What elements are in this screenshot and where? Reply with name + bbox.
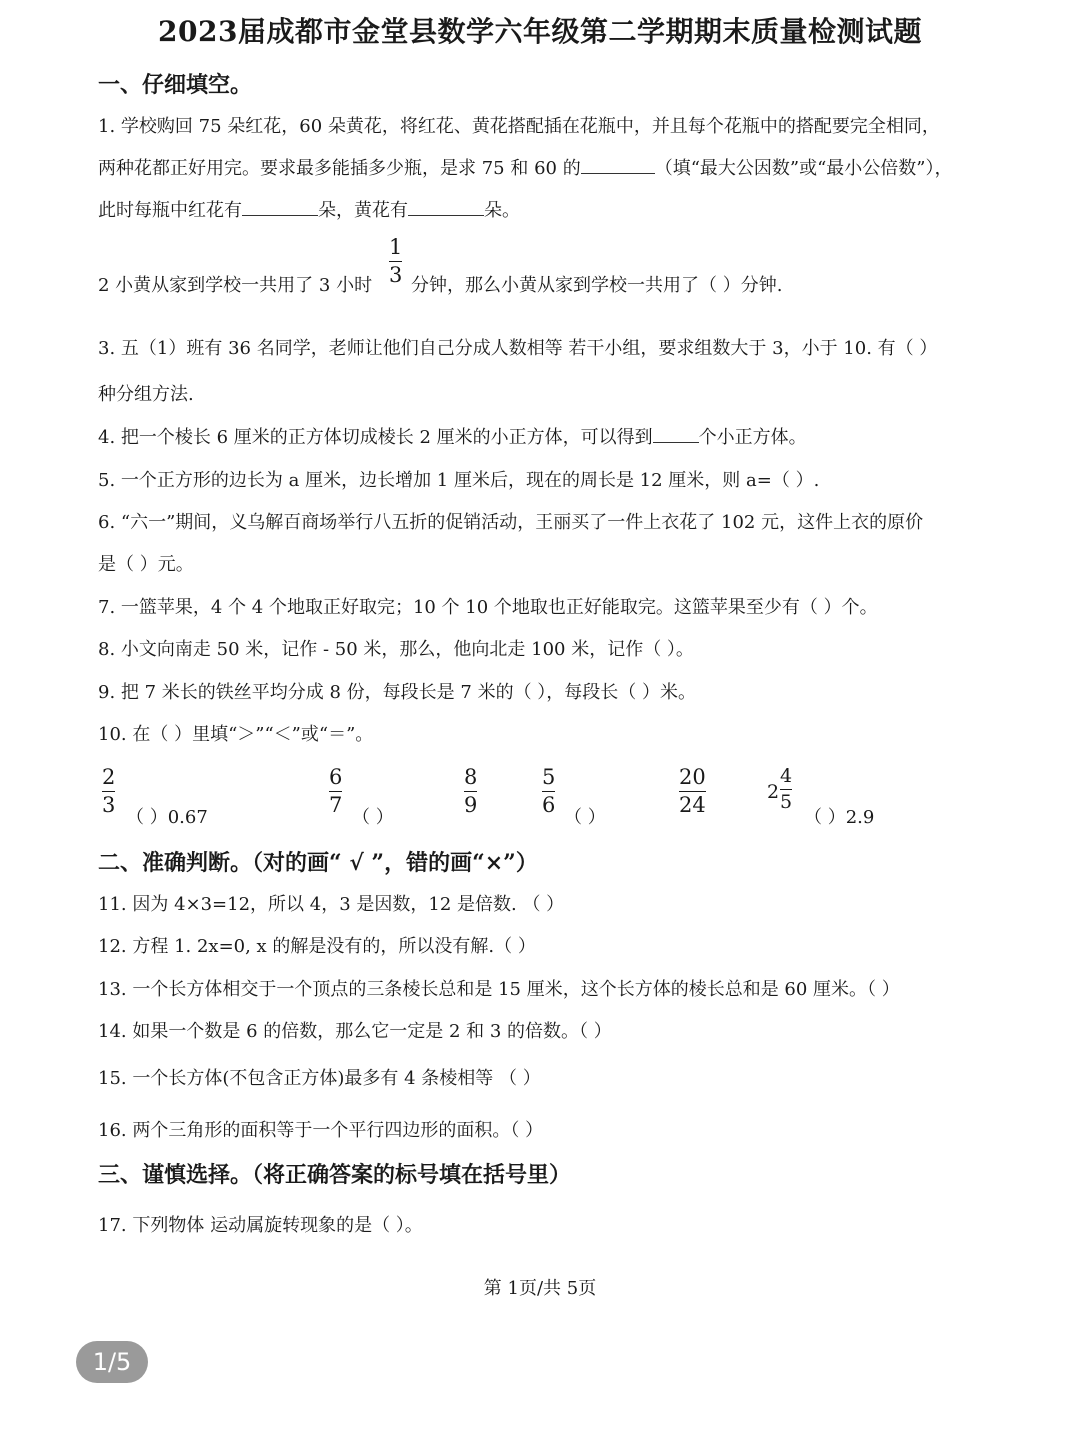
fraction-bar	[679, 791, 706, 792]
question-3-line-2: 种分组方法.	[98, 384, 194, 405]
compare-blank-3[interactable]: （ ）	[564, 807, 606, 828]
answer-blank-1[interactable]	[581, 155, 655, 174]
fraction-numerator: 8	[464, 765, 478, 789]
question-11: 11. 因为 4×3=12，所以 4，3 是因数，12 是倍数. （ ）	[98, 894, 565, 915]
fraction-bar	[542, 791, 555, 792]
fraction-denominator: 24	[679, 793, 706, 817]
mixed-number-fraction	[780, 767, 792, 812]
mixed-number-whole: 2	[767, 781, 780, 803]
compare-blank-1[interactable]: （ ）0.67	[126, 807, 208, 828]
fraction-numerator: 20	[679, 765, 706, 789]
fraction-numerator: 1	[389, 235, 403, 259]
fraction-one-third	[389, 237, 402, 286]
fraction-denominator: 9	[464, 793, 478, 817]
fraction-denominator: 5	[780, 791, 793, 813]
answer-blank-3[interactable]	[408, 197, 484, 216]
question-7: 7. 一篮苹果，4 个 4 个地取正好取完；10 个 10 个地取也正好能取完。这篮苹果至少有（ ）个。	[98, 597, 878, 618]
fraction-6-7	[329, 767, 342, 816]
fraction-numerator: 4	[780, 765, 793, 787]
question-1-line-1: 1. 学校购回 75 朵红花，60 朵黄花，将红花、黄花搭配插在花瓶中，并且每个花瓶中的搭配要完全相同，	[98, 116, 940, 137]
question-5: 5. 一个正方形的边长为 a 厘米，边长增加 1 厘米后，现在的周长是 12 厘米，则 a=（ ）.	[98, 470, 820, 491]
question-1-line-3	[98, 196, 520, 222]
answer-blank-4[interactable]	[653, 424, 699, 443]
question-1-line-2	[98, 154, 953, 180]
question-6-line-1: 6. “六一”期间，义乌解百商场举行八五折的促销活动，王丽买了一件上衣花了 102 元，这件上衣的原价	[98, 512, 924, 533]
question-1-text-d: 朵，黄花有	[318, 200, 408, 221]
question-9: 9. 把 7 米长的铁丝平均分成 8 份，每段长是 7 米的（ ），每段长（ ）米。	[98, 682, 697, 703]
question-14: 14. 如果一个数是 6 的倍数，那么它一定是 2 和 3 的倍数。（ ）	[98, 1021, 612, 1042]
question-4-text-b: 个小正方体。	[698, 427, 807, 448]
question-4	[98, 423, 807, 449]
page-indicator[interactable]: 1/5	[76, 1341, 148, 1383]
question-4-text-a: 4. 把一个棱长 6 厘米的正方体切成棱长 2 厘米的小正方体，可以得到	[98, 427, 653, 448]
question-2-text-a: 2 小黄从家到学校一共用了 3 小时	[98, 275, 373, 296]
question-16: 16. 两个三角形的面积等于一个平行四边形的面积。（ ）	[98, 1120, 544, 1141]
page-footer: 第 1页/共 5页	[483, 1278, 597, 1299]
fraction-denominator: 3	[389, 263, 403, 287]
fraction-denominator: 3	[102, 793, 116, 817]
question-15: 15. 一个长方体(不包含正方体)最多有 4 条棱相等 （ ）	[98, 1068, 541, 1089]
section-heading-2: 二、准确判断。（对的画“ √ ”，错的画“×”）	[98, 850, 538, 876]
fraction-numerator: 6	[329, 765, 343, 789]
fraction-denominator: 7	[329, 793, 343, 817]
question-3-line-1: 3. 五（1）班有 36 名同学，老师让他们自己分成人数相等 若干小组，要求组数大于 3，小于 10. 有（ ）	[98, 338, 938, 359]
fraction-bar	[329, 791, 342, 792]
section-heading-3: 三、谨慎选择。（将正确答案的标号填在括号里）	[98, 1162, 572, 1188]
question-1-text-b: （填“最大公因数”或“最小公倍数”），	[654, 158, 953, 179]
page-title: 2023届成都市金堂县数学六年级第二学期期末质量检测试题	[158, 15, 922, 48]
fraction-8-9	[464, 767, 477, 816]
question-1-text-e: 朵。	[484, 200, 520, 221]
fraction-numerator: 5	[542, 765, 556, 789]
fraction-bar	[389, 261, 402, 262]
answer-blank-2[interactable]	[242, 197, 318, 216]
question-13: 13. 一个长方体相交于一个顶点的三条棱长总和是 15 厘米，这个长方体的棱长总和是 60 厘米。（ ）	[98, 979, 900, 1000]
fraction-bar	[102, 791, 115, 792]
question-1-text-c: 此时每瓶中红花有	[98, 200, 242, 221]
compare-blank-4[interactable]: （ ）2.9	[804, 807, 875, 828]
question-17: 17. 下列物体 运动属旋转现象的是（ ）。	[98, 1215, 423, 1236]
fraction-5-6	[542, 767, 555, 816]
fraction-2-3	[102, 767, 115, 816]
question-6-line-2: 是（ ）元。	[98, 554, 194, 575]
fraction-bar	[464, 791, 477, 792]
question-12: 12. 方程 1. 2x=0, x 的解是没有的，所以没有解.（ ）	[98, 936, 536, 957]
fraction-numerator: 2	[102, 765, 116, 789]
question-10: 10. 在（ ）里填“＞”“＜”或“＝”。	[98, 724, 374, 745]
fraction-denominator: 6	[542, 793, 556, 817]
question-2-text-b: 分钟，那么小黄从家到学校一共用了（ ）分钟.	[411, 275, 783, 296]
fraction-20-24	[679, 767, 706, 816]
question-1-text-a: 两种花都正好用完。要求最多能插多少瓶，是求 75 和 60 的	[98, 158, 581, 179]
section-heading-1: 一、仔细填空。	[98, 72, 253, 98]
compare-blank-2[interactable]: （ ）	[352, 807, 394, 828]
question-8: 8. 小文向南走 50 米，记作 - 50 米，那么，他向北走 100 米，记作（ ）。	[98, 639, 694, 660]
fraction-bar	[780, 789, 792, 790]
